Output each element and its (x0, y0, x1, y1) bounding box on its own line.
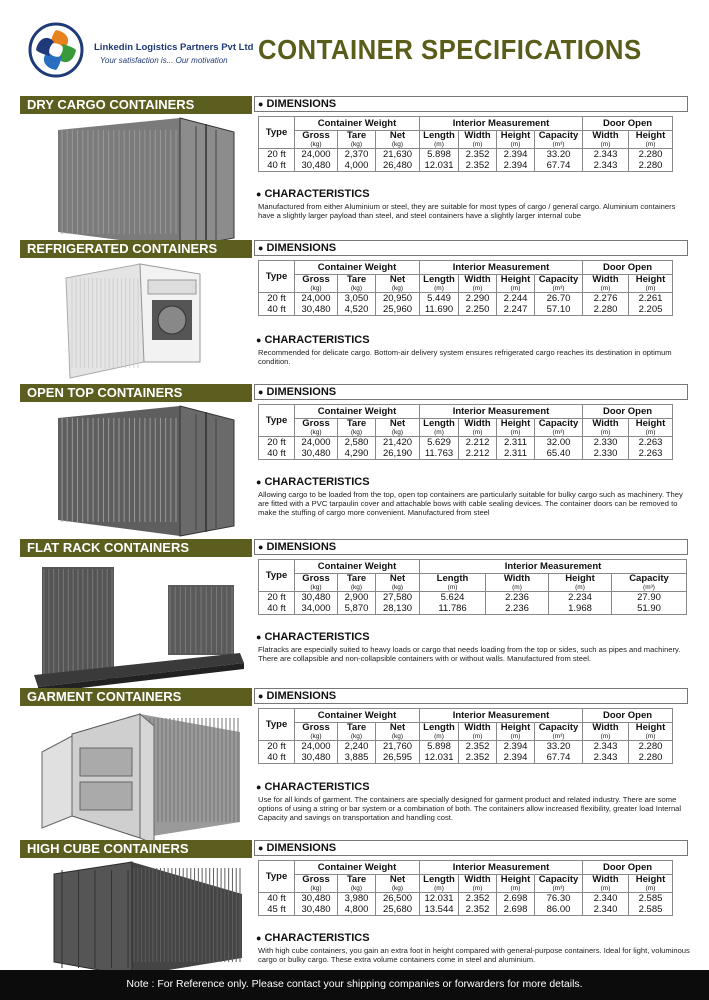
column-header: Height (m) (497, 419, 535, 437)
cell-width: 2.290 (459, 293, 497, 305)
column-header: Capacity (m³) (612, 574, 687, 592)
column-header: Height (m) (629, 275, 673, 293)
cell-door-width: 2.340 (583, 893, 629, 905)
column-header: Width (m) (459, 275, 497, 293)
column-header: Width (m) (583, 875, 629, 893)
col-group-interior: Interior Measurement (420, 560, 687, 574)
cell-length: 5.449 (420, 293, 459, 305)
table-row (259, 149, 673, 161)
cell-height: 2.394 (497, 149, 535, 161)
dimensions-table (258, 404, 673, 460)
cell-net: 27,580 (376, 592, 420, 604)
cell-length: 13.544 (420, 904, 459, 916)
cell-width: 2.352 (459, 893, 497, 905)
container-section (0, 384, 709, 530)
dimensions-heading: ● DIMENSIONS (254, 688, 688, 704)
characteristics-heading: ● CHARACTERISTICS (256, 334, 370, 346)
cell-gross: 24,000 (295, 293, 338, 305)
column-header: Height (m) (497, 723, 535, 741)
column-header: Width (m) (583, 419, 629, 437)
table-row (259, 603, 687, 615)
cell-width: 2.212 (459, 437, 497, 449)
column-header: Net (kg) (376, 275, 420, 293)
cell-door-height: 2.263 (629, 448, 673, 460)
page-header (0, 0, 709, 90)
cell-height: 2.234 (549, 592, 612, 604)
cell-tare: 3,980 (338, 893, 376, 905)
cell-height: 2.698 (497, 893, 535, 905)
dimensions-heading: ● DIMENSIONS (254, 240, 688, 256)
column-header: Length (m) (420, 723, 459, 741)
cell-height: 2.244 (497, 293, 535, 305)
cell-tare: 2,240 (338, 741, 376, 753)
col-group-weight: Container Weight (295, 117, 420, 131)
section-title: HIGH CUBE CONTAINERS (20, 840, 252, 858)
cell-capacity: 65.40 (535, 448, 583, 460)
column-header: Width (m) (459, 131, 497, 149)
bullet-icon: ● (258, 843, 264, 853)
company-logo-icon (28, 22, 84, 78)
cell-width: 2.212 (459, 448, 497, 460)
characteristics-heading: ● CHARACTERISTICS (256, 631, 370, 643)
cell-gross: 30,480 (295, 304, 338, 316)
cell-door-height: 2.280 (629, 752, 673, 764)
characteristics-text: Manufactured from either Aluminium or steel, they are suitable for most types of cargo / general cargo. Aluminium containers have a slightly larger payload than steel, and steel containers have a slightly larger internal cube (258, 202, 676, 220)
col-group-door: Door Open (583, 261, 673, 275)
company-name: Linkedin Logistics Partners Pvt Ltd (94, 42, 254, 53)
column-header: Capacity (m³) (535, 419, 583, 437)
cell-tare: 4,520 (338, 304, 376, 316)
column-header: Height (m) (497, 131, 535, 149)
cell-type: 20 ft (259, 741, 295, 753)
table-row (259, 437, 673, 449)
cell-net: 28,130 (376, 603, 420, 615)
column-header: Net (kg) (376, 723, 420, 741)
cell-gross: 30,480 (295, 904, 338, 916)
cell-net: 26,190 (376, 448, 420, 460)
container-section (0, 539, 709, 685)
cell-net: 25,960 (376, 304, 420, 316)
column-header: Height (m) (629, 875, 673, 893)
col-group-door: Door Open (583, 861, 673, 875)
cell-type: 20 ft (259, 592, 295, 604)
characteristics-heading: ● CHARACTERISTICS (256, 188, 370, 200)
cell-gross: 30,480 (295, 893, 338, 905)
column-header: Net (kg) (376, 419, 420, 437)
cell-tare: 4,290 (338, 448, 376, 460)
container-image (20, 114, 252, 252)
cell-height: 2.394 (497, 160, 535, 172)
characteristics-text: Flatracks are especially suited to heavy loads or cargo that needs loading from the top or sides, such as pipes and machinery. There are collapsible and non-collapsible containers with or without walls. Manufactured from steel. (258, 645, 681, 663)
cell-length: 11.690 (420, 304, 459, 316)
cell-net: 26,500 (376, 893, 420, 905)
bullet-icon: ● (258, 691, 264, 701)
col-group-interior: Interior Measurement (420, 117, 583, 131)
cell-capacity: 33.20 (535, 741, 583, 753)
table-row (259, 592, 687, 604)
cell-type: 20 ft (259, 437, 295, 449)
column-header: Tare (kg) (338, 574, 376, 592)
dimensions-table (258, 116, 673, 172)
table-row (259, 293, 673, 305)
page-title: CONTAINER SPECIFICATIONS (258, 34, 642, 65)
dimensions-heading: ● DIMENSIONS (254, 384, 688, 400)
characteristics-heading: ● CHARACTERISTICS (256, 932, 370, 944)
column-header: Net (kg) (376, 574, 420, 592)
col-group-weight: Container Weight (295, 861, 420, 875)
table-row (259, 893, 673, 905)
cell-net: 20,950 (376, 293, 420, 305)
cell-net: 25,680 (376, 904, 420, 916)
column-header: Capacity (m³) (535, 723, 583, 741)
cell-height: 2.698 (497, 904, 535, 916)
container-section (0, 688, 709, 835)
characteristics-text: Recommended for delicate cargo. Bottom-air delivery system ensures refrigerated cargo reaches its destination in optimum condition. (258, 348, 672, 366)
container-image (20, 706, 252, 846)
cell-height: 1.968 (549, 603, 612, 615)
col-type: Type (259, 861, 295, 893)
cell-width: 2.352 (459, 160, 497, 172)
cell-length: 12.031 (420, 160, 459, 172)
cell-type: 40 ft (259, 448, 295, 460)
cell-net: 26,480 (376, 160, 420, 172)
column-header: Height (m) (629, 723, 673, 741)
cell-length: 5.624 (420, 592, 486, 604)
col-group-weight: Container Weight (295, 261, 420, 275)
cell-length: 11.763 (420, 448, 459, 460)
column-header: Height (m) (629, 419, 673, 437)
cell-tare: 2,900 (338, 592, 376, 604)
column-header: Width (m) (583, 131, 629, 149)
cell-type: 20 ft (259, 293, 295, 305)
column-header: Height (m) (629, 131, 673, 149)
dimensions-heading: ● DIMENSIONS (254, 96, 688, 112)
container-section (0, 840, 709, 986)
bullet-icon: ● (256, 477, 262, 487)
col-group-weight: Container Weight (295, 560, 420, 574)
cell-width: 2.250 (459, 304, 497, 316)
cell-net: 21,420 (376, 437, 420, 449)
cell-width: 2.236 (486, 592, 549, 604)
cell-width: 2.352 (459, 752, 497, 764)
cell-door-width: 2.343 (583, 149, 629, 161)
cell-door-width: 2.280 (583, 304, 629, 316)
cell-gross: 24,000 (295, 437, 338, 449)
cell-gross: 34,000 (295, 603, 338, 615)
cell-door-width: 2.343 (583, 160, 629, 172)
table-row (259, 304, 673, 316)
cell-door-width: 2.340 (583, 904, 629, 916)
column-header: Gross (kg) (295, 131, 338, 149)
cell-tare: 5,870 (338, 603, 376, 615)
cell-door-width: 2.343 (583, 741, 629, 753)
cell-tare: 4,800 (338, 904, 376, 916)
column-header: Height (m) (497, 275, 535, 293)
cell-tare: 3,050 (338, 293, 376, 305)
table-row (259, 448, 673, 460)
column-header: Gross (kg) (295, 875, 338, 893)
container-section (0, 240, 709, 388)
cell-width: 2.236 (486, 603, 549, 615)
column-header: Capacity (m³) (535, 875, 583, 893)
column-header: Width (m) (459, 875, 497, 893)
cell-height: 2.394 (497, 741, 535, 753)
col-group-interior: Interior Measurement (420, 405, 583, 419)
col-group-interior: Interior Measurement (420, 709, 583, 723)
cell-door-height: 2.585 (629, 893, 673, 905)
column-header: Capacity (m³) (535, 131, 583, 149)
cell-length: 5.898 (420, 149, 459, 161)
cell-type: 40 ft (259, 893, 295, 905)
container-image (20, 858, 252, 978)
cell-tare: 2,580 (338, 437, 376, 449)
dimensions-table (258, 559, 687, 615)
company-tagline: Your satisfaction is... Our motivation (100, 56, 228, 65)
cell-door-width: 2.330 (583, 437, 629, 449)
characteristics-text: Use for all kinds of garment. The containers are specially designed for garment product and related industry. There are some options of using a string or bar system or a combination of both. The containers allow increased flexibility, greater load Internal Capacity and savings on transportation and handling cost. (258, 795, 682, 822)
column-header: Net (kg) (376, 131, 420, 149)
column-header: Gross (kg) (295, 275, 338, 293)
column-header: Length (m) (420, 574, 486, 592)
cell-door-height: 2.585 (629, 904, 673, 916)
cell-door-height: 2.280 (629, 160, 673, 172)
cell-door-height: 2.261 (629, 293, 673, 305)
container-image (20, 557, 252, 695)
cell-capacity: 51.90 (612, 603, 687, 615)
col-group-door: Door Open (583, 709, 673, 723)
cell-width: 2.352 (459, 904, 497, 916)
bullet-icon: ● (256, 632, 262, 642)
col-type: Type (259, 560, 295, 592)
cell-length: 12.031 (420, 893, 459, 905)
cell-net: 26,595 (376, 752, 420, 764)
cell-type: 20 ft (259, 149, 295, 161)
section-title: GARMENT CONTAINERS (20, 688, 252, 706)
container-image (20, 402, 252, 540)
column-header: Net (kg) (376, 875, 420, 893)
cell-gross: 30,480 (295, 592, 338, 604)
cell-type: 40 ft (259, 603, 295, 615)
cell-capacity: 76.30 (535, 893, 583, 905)
cell-gross: 30,480 (295, 752, 338, 764)
column-header: Tare (kg) (338, 723, 376, 741)
cell-capacity: 86.00 (535, 904, 583, 916)
cell-door-height: 2.280 (629, 741, 673, 753)
cell-gross: 24,000 (295, 149, 338, 161)
cell-capacity: 33.20 (535, 149, 583, 161)
column-header: Length (m) (420, 275, 459, 293)
column-header: Width (m) (459, 723, 497, 741)
column-header: Gross (kg) (295, 574, 338, 592)
bullet-icon: ● (258, 243, 264, 253)
cell-type: 40 ft (259, 160, 295, 172)
cell-tare: 3,885 (338, 752, 376, 764)
cell-type: 45 ft (259, 904, 295, 916)
cell-net: 21,630 (376, 149, 420, 161)
bullet-icon: ● (256, 782, 262, 792)
cell-height: 2.394 (497, 752, 535, 764)
cell-length: 5.898 (420, 741, 459, 753)
section-title: DRY CARGO CONTAINERS (20, 96, 252, 114)
col-group-interior: Interior Measurement (420, 861, 583, 875)
container-image (20, 258, 252, 382)
column-header: Height (m) (549, 574, 612, 592)
cell-door-height: 2.263 (629, 437, 673, 449)
cell-tare: 4,000 (338, 160, 376, 172)
section-title: FLAT RACK CONTAINERS (20, 539, 252, 557)
cell-length: 11.786 (420, 603, 486, 615)
column-header: Length (m) (420, 131, 459, 149)
characteristics-text: With high cube containers, you gain an extra foot in height compared with general-purpose containers. Ideal for light, voluminous cargo or bulky cargo. These extra volume containers come in steel and aluminium. (258, 946, 690, 964)
cell-capacity: 27.90 (612, 592, 687, 604)
column-header: Height (m) (497, 875, 535, 893)
column-header: Tare (kg) (338, 419, 376, 437)
cell-capacity: 67.74 (535, 752, 583, 764)
cell-capacity: 32.00 (535, 437, 583, 449)
cell-door-height: 2.280 (629, 149, 673, 161)
table-row (259, 752, 673, 764)
cell-tare: 2,370 (338, 149, 376, 161)
characteristics-heading: ● CHARACTERISTICS (256, 476, 370, 488)
cell-net: 21,760 (376, 741, 420, 753)
col-type: Type (259, 117, 295, 149)
col-type: Type (259, 709, 295, 741)
dimensions-heading: ● DIMENSIONS (254, 840, 688, 856)
column-header: Width (m) (486, 574, 549, 592)
cell-door-width: 2.343 (583, 752, 629, 764)
cell-gross: 24,000 (295, 741, 338, 753)
table-row (259, 904, 673, 916)
column-header: Tare (kg) (338, 275, 376, 293)
dimensions-table (258, 708, 673, 764)
cell-type: 40 ft (259, 752, 295, 764)
column-header: Width (m) (583, 275, 629, 293)
col-group-door: Door Open (583, 405, 673, 419)
cell-height: 2.247 (497, 304, 535, 316)
bullet-icon: ● (256, 189, 262, 199)
bullet-icon: ● (256, 933, 262, 943)
col-group-interior: Interior Measurement (420, 261, 583, 275)
column-header: Length (m) (420, 419, 459, 437)
col-type: Type (259, 405, 295, 437)
section-title: OPEN TOP CONTAINERS (20, 384, 252, 402)
bullet-icon: ● (258, 99, 264, 109)
cell-length: 12.031 (420, 752, 459, 764)
container-section (0, 96, 709, 242)
characteristics-text: Allowing cargo to be loaded from the top, open top containers are particularly suitable for bulky cargo such as machinery. They are fitted with a PVC tarpaulin cover and attachable bows with cable sealing devices. The container doors can be removed to make the stuffing of cargo more convenient. Manufactured from steel (258, 490, 683, 517)
bullet-icon: ● (258, 387, 264, 397)
cell-gross: 30,480 (295, 448, 338, 460)
cell-door-height: 2.205 (629, 304, 673, 316)
dimensions-table (258, 860, 673, 916)
bullet-icon: ● (256, 335, 262, 345)
column-header: Gross (kg) (295, 723, 338, 741)
col-group-weight: Container Weight (295, 405, 420, 419)
table-row (259, 160, 673, 172)
footer-note: Note : For Reference only. Please contact your shipping companies or forwarders for more details. (0, 970, 709, 1000)
column-header: Gross (kg) (295, 419, 338, 437)
table-row (259, 741, 673, 753)
cell-door-width: 2.276 (583, 293, 629, 305)
cell-length: 5.629 (420, 437, 459, 449)
characteristics-heading: ● CHARACTERISTICS (256, 781, 370, 793)
cell-width: 2.352 (459, 741, 497, 753)
cell-capacity: 26.70 (535, 293, 583, 305)
cell-height: 2.311 (497, 448, 535, 460)
column-header: Tare (kg) (338, 875, 376, 893)
dimensions-heading: ● DIMENSIONS (254, 539, 688, 555)
col-group-door: Door Open (583, 117, 673, 131)
column-header: Tare (kg) (338, 131, 376, 149)
cell-width: 2.352 (459, 149, 497, 161)
cell-gross: 30,480 (295, 160, 338, 172)
bullet-icon: ● (258, 542, 264, 552)
cell-capacity: 57.10 (535, 304, 583, 316)
column-header: Length (m) (420, 875, 459, 893)
cell-height: 2.311 (497, 437, 535, 449)
cell-type: 40 ft (259, 304, 295, 316)
col-type: Type (259, 261, 295, 293)
dimensions-table (258, 260, 673, 316)
cell-door-width: 2.330 (583, 448, 629, 460)
column-header: Width (m) (583, 723, 629, 741)
cell-capacity: 67.74 (535, 160, 583, 172)
column-header: Capacity (m³) (535, 275, 583, 293)
col-group-weight: Container Weight (295, 709, 420, 723)
column-header: Width (m) (459, 419, 497, 437)
section-title: REFRIGERATED CONTAINERS (20, 240, 252, 258)
